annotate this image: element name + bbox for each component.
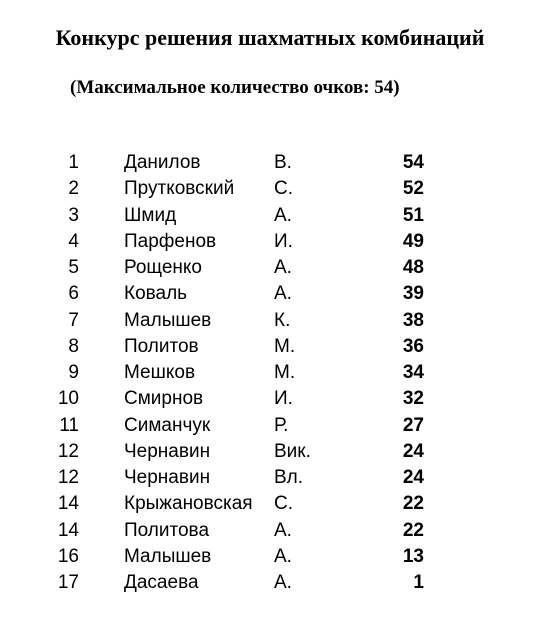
score-value: 36 — [402, 335, 424, 357]
result-row — [0, 465, 540, 491]
result-row — [0, 334, 540, 360]
participant-surname: Крыжановская — [124, 493, 253, 515]
place-number: 12 — [57, 440, 79, 462]
result-row — [0, 281, 540, 307]
score-value: 39 — [402, 283, 424, 305]
participant-initial: А. — [274, 204, 292, 226]
result-row — [0, 386, 540, 412]
participant-initial: В. — [274, 152, 292, 173]
participant-initial: И. — [274, 388, 293, 410]
participant-surname: Данилов — [124, 152, 201, 173]
participant-initial: М. — [274, 362, 296, 383]
result-row — [0, 518, 540, 544]
result-row — [0, 413, 540, 439]
place-number: 14 — [57, 519, 79, 541]
place-number: 16 — [57, 545, 79, 567]
place-number: 4 — [68, 230, 79, 252]
results-list — [0, 150, 540, 596]
place-number: 11 — [59, 414, 79, 436]
participant-surname: Прутковский — [124, 178, 235, 200]
score-value: 22 — [402, 519, 424, 541]
place-number: 10 — [57, 388, 79, 410]
participant-surname: Политова — [124, 519, 210, 541]
score-value: 1 — [413, 572, 424, 593]
score-value: 54 — [402, 152, 424, 173]
participant-surname: Шмид — [124, 204, 177, 226]
participant-surname: Чернавин — [124, 467, 211, 488]
place-number: 7 — [68, 309, 79, 331]
result-row — [0, 439, 540, 465]
place-number: 8 — [68, 335, 79, 357]
score-value: 27 — [402, 414, 424, 436]
participant-surname: Малышев — [124, 309, 212, 331]
participant-surname: Дасаева — [124, 572, 199, 593]
score-value: 24 — [402, 440, 424, 462]
participant-initial: А. — [274, 572, 292, 593]
result-row — [0, 544, 540, 570]
result-row — [0, 570, 540, 596]
participant-initial: С. — [274, 493, 293, 515]
participant-initial: Вик. — [274, 440, 311, 462]
place-number: 2 — [68, 178, 79, 200]
participant-surname: Малышев — [124, 545, 212, 567]
score-value: 34 — [402, 362, 424, 383]
result-row — [0, 308, 540, 334]
participant-initial: А. — [274, 283, 292, 305]
participant-initial: А. — [274, 519, 292, 541]
place-number: 9 — [68, 362, 79, 383]
participant-initial: А. — [274, 545, 292, 567]
place-number: 1 — [68, 152, 79, 173]
place-number: 3 — [68, 204, 79, 226]
score-value: 48 — [402, 257, 424, 278]
participant-surname: Чернавин — [124, 440, 211, 462]
score-value: 24 — [402, 467, 424, 488]
result-row — [0, 229, 540, 255]
participant-surname: Коваль — [124, 283, 188, 305]
participant-initial: И. — [274, 230, 293, 252]
participant-surname: Рощенко — [124, 257, 202, 278]
participant-surname: Смирнов — [124, 388, 204, 410]
result-row — [0, 360, 540, 386]
document-title: Конкурс решения шахматных комбинаций — [55, 25, 485, 50]
participant-surname: Парфенов — [124, 230, 217, 252]
participant-initial: К. — [274, 309, 291, 331]
score-value: 52 — [402, 178, 424, 200]
participant-initial: М. — [274, 335, 296, 357]
result-row — [0, 203, 540, 229]
participant-surname: Симанчук — [124, 414, 211, 436]
participant-initial: С. — [274, 178, 293, 200]
score-value: 38 — [402, 309, 424, 331]
place-number: 17 — [57, 572, 79, 593]
place-number: 14 — [57, 493, 79, 515]
place-number: 12 — [57, 467, 79, 488]
result-row — [0, 150, 540, 176]
score-value: 13 — [402, 545, 424, 567]
result-row — [0, 255, 540, 281]
participant-initial: Р. — [274, 414, 289, 436]
place-number: 6 — [68, 283, 79, 305]
participant-initial: А. — [274, 257, 292, 278]
place-number: 5 — [68, 257, 79, 278]
document-subtitle: (Максимальное количество очков: 54) — [70, 77, 400, 98]
score-value: 32 — [402, 388, 424, 410]
result-row — [0, 176, 540, 202]
participant-surname: Мешков — [124, 362, 196, 383]
score-value: 22 — [402, 493, 424, 515]
participant-initial: Вл. — [274, 467, 304, 488]
participant-surname: Политов — [124, 335, 199, 357]
score-value: 51 — [402, 204, 424, 226]
result-row — [0, 491, 540, 517]
score-value: 49 — [402, 230, 424, 252]
